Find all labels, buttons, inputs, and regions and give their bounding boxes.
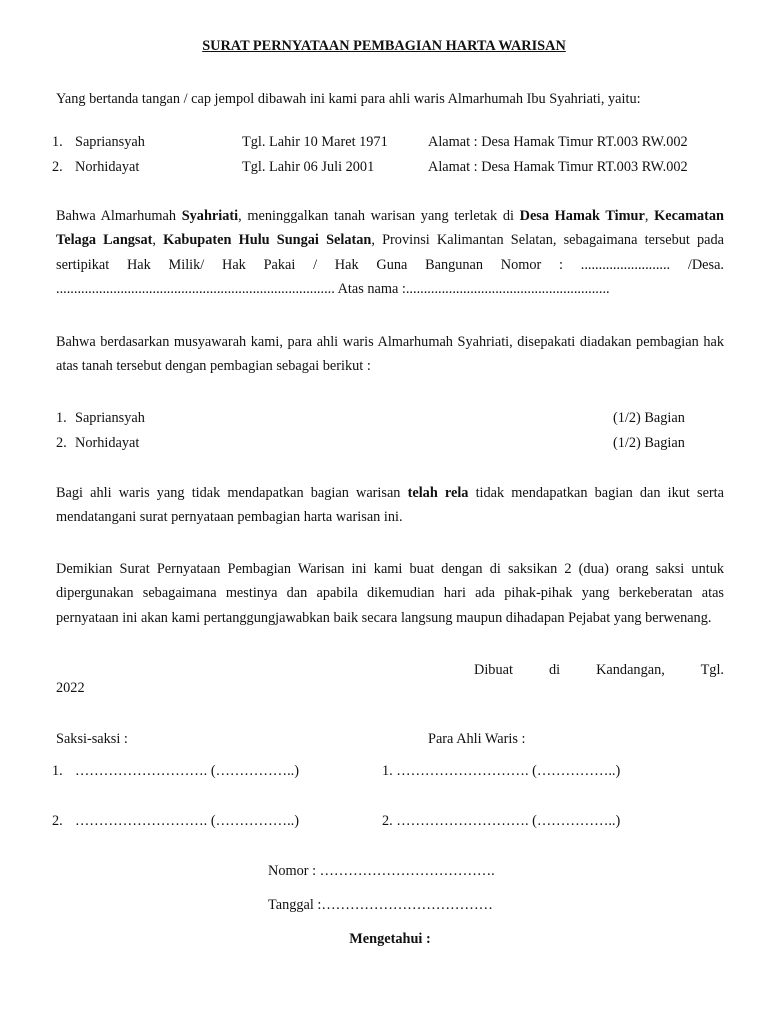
share-number: 1. bbox=[56, 410, 67, 426]
share-row bbox=[0, 435, 768, 455]
witness-signature-line: ………………………. (……………..) bbox=[75, 763, 299, 779]
paragraph-text: , Provinsi Kalimantan Selatan, sebagaimana tersebut pada sertipikat Hak Milik/ Hak Pakai / Hak Guna Bangunan Nomor : ......................... /Desa. .............................................................................. Atas nama :......................................................... bbox=[56, 232, 724, 297]
share-name: Norhidayat bbox=[75, 435, 140, 451]
witness-signature-line: ………………………. (……………..) bbox=[75, 813, 299, 829]
paragraph-text: Bahwa Almarhumah bbox=[56, 208, 182, 224]
heir-address: Alamat : Desa Hamak Timur RT.003 RW.002 bbox=[428, 159, 688, 175]
intro-text: Yang bertanda tangan / cap jempol dibawah ini kami para ahli waris Almarhumah Ibu Syahriati, yaitu: bbox=[56, 91, 641, 107]
acknowledged-label: Mengetahui : bbox=[349, 931, 431, 947]
witness-number: 1. bbox=[52, 763, 63, 779]
paragraph-text: , bbox=[152, 232, 164, 249]
share-portion: (1/2) Bagian bbox=[613, 435, 685, 451]
district-name: Kecamatan Telaga Langsat bbox=[56, 208, 724, 249]
share-number: 2. bbox=[56, 435, 67, 451]
heir-dob: Tgl. Lahir 06 Juli 2001 bbox=[242, 159, 375, 175]
witness-number: 2. bbox=[52, 813, 63, 829]
heir-address: Alamat : Desa Hamak Timur RT.003 RW.002 bbox=[428, 134, 688, 150]
land-description-paragraph bbox=[56, 204, 724, 301]
closing-paragraph: Demikian Surat Pernyataan Pembagian Warisan ini kami buat dengan di saksikan 2 (dua) orang saksi untuk dipergunakan sebagaimana mestinya dan apabila dikemudian hari ada pihak-pihak yang berkeberatan atas pernyataan ini akan kami pertanggungjawabkan baik secara langsung maupun dihadapan Pejabat yang berwenang. bbox=[56, 561, 724, 626]
heirs-label: Para Ahli Waris : bbox=[428, 731, 526, 747]
heir-name: Sapriansyah bbox=[75, 134, 145, 150]
share-name: Sapriansyah bbox=[75, 410, 145, 426]
village-name: Desa Hamak Timur bbox=[519, 208, 645, 224]
heir-row bbox=[0, 159, 768, 179]
year-text: 2022 bbox=[56, 680, 85, 696]
regency-name: Kabupaten Hulu Sungai Selatan bbox=[163, 232, 372, 249]
registry-number: Nomor : ………………………………. bbox=[268, 863, 495, 879]
share-row bbox=[0, 410, 768, 430]
heir-number: 1. bbox=[52, 134, 63, 150]
paragraph-text: tidak mendapatkan bagian dan ikut serta mendatangani surat pernyataan pembagian harta warisan ini. bbox=[56, 485, 724, 526]
heir-number: 2. bbox=[52, 159, 63, 175]
paragraph-text: , bbox=[644, 208, 655, 224]
heir-signature-line: 1. ………………………. (……………..) bbox=[382, 763, 621, 779]
agreement-paragraph: Bahwa berdasarkan musyawarah kami, para ahli waris Almarhumah Syahriati, disepakati diadakan pembagian hak atas tanah tersebut dengan pembagian sebagai berikut : bbox=[56, 334, 724, 375]
paragraph-text: , meninggalkan tanah warisan yang terletak di bbox=[238, 208, 520, 224]
emphasis-text: telah rela bbox=[407, 485, 469, 501]
deceased-name: Syahriati bbox=[181, 208, 239, 224]
share-portion: (1/2) Bagian bbox=[613, 410, 685, 426]
place-date-line: Dibuat di Kandangan, Tgl. bbox=[474, 662, 724, 678]
registry-date: Tanggal :……………………………… bbox=[268, 897, 493, 913]
heir-signature-line: 2. ………………………. (……………..) bbox=[382, 813, 621, 829]
document-title: SURAT PERNYATAAN PEMBAGIAN HARTA WARISAN bbox=[202, 38, 566, 54]
heir-row bbox=[0, 134, 768, 154]
heir-dob: Tgl. Lahir 10 Maret 1971 bbox=[242, 134, 388, 150]
heir-name: Norhidayat bbox=[75, 159, 140, 175]
waiver-paragraph bbox=[56, 481, 724, 530]
paragraph-text: Bagi ahli waris yang tidak mendapatkan bagian warisan bbox=[56, 485, 408, 501]
witness-label: Saksi-saksi : bbox=[56, 731, 128, 747]
